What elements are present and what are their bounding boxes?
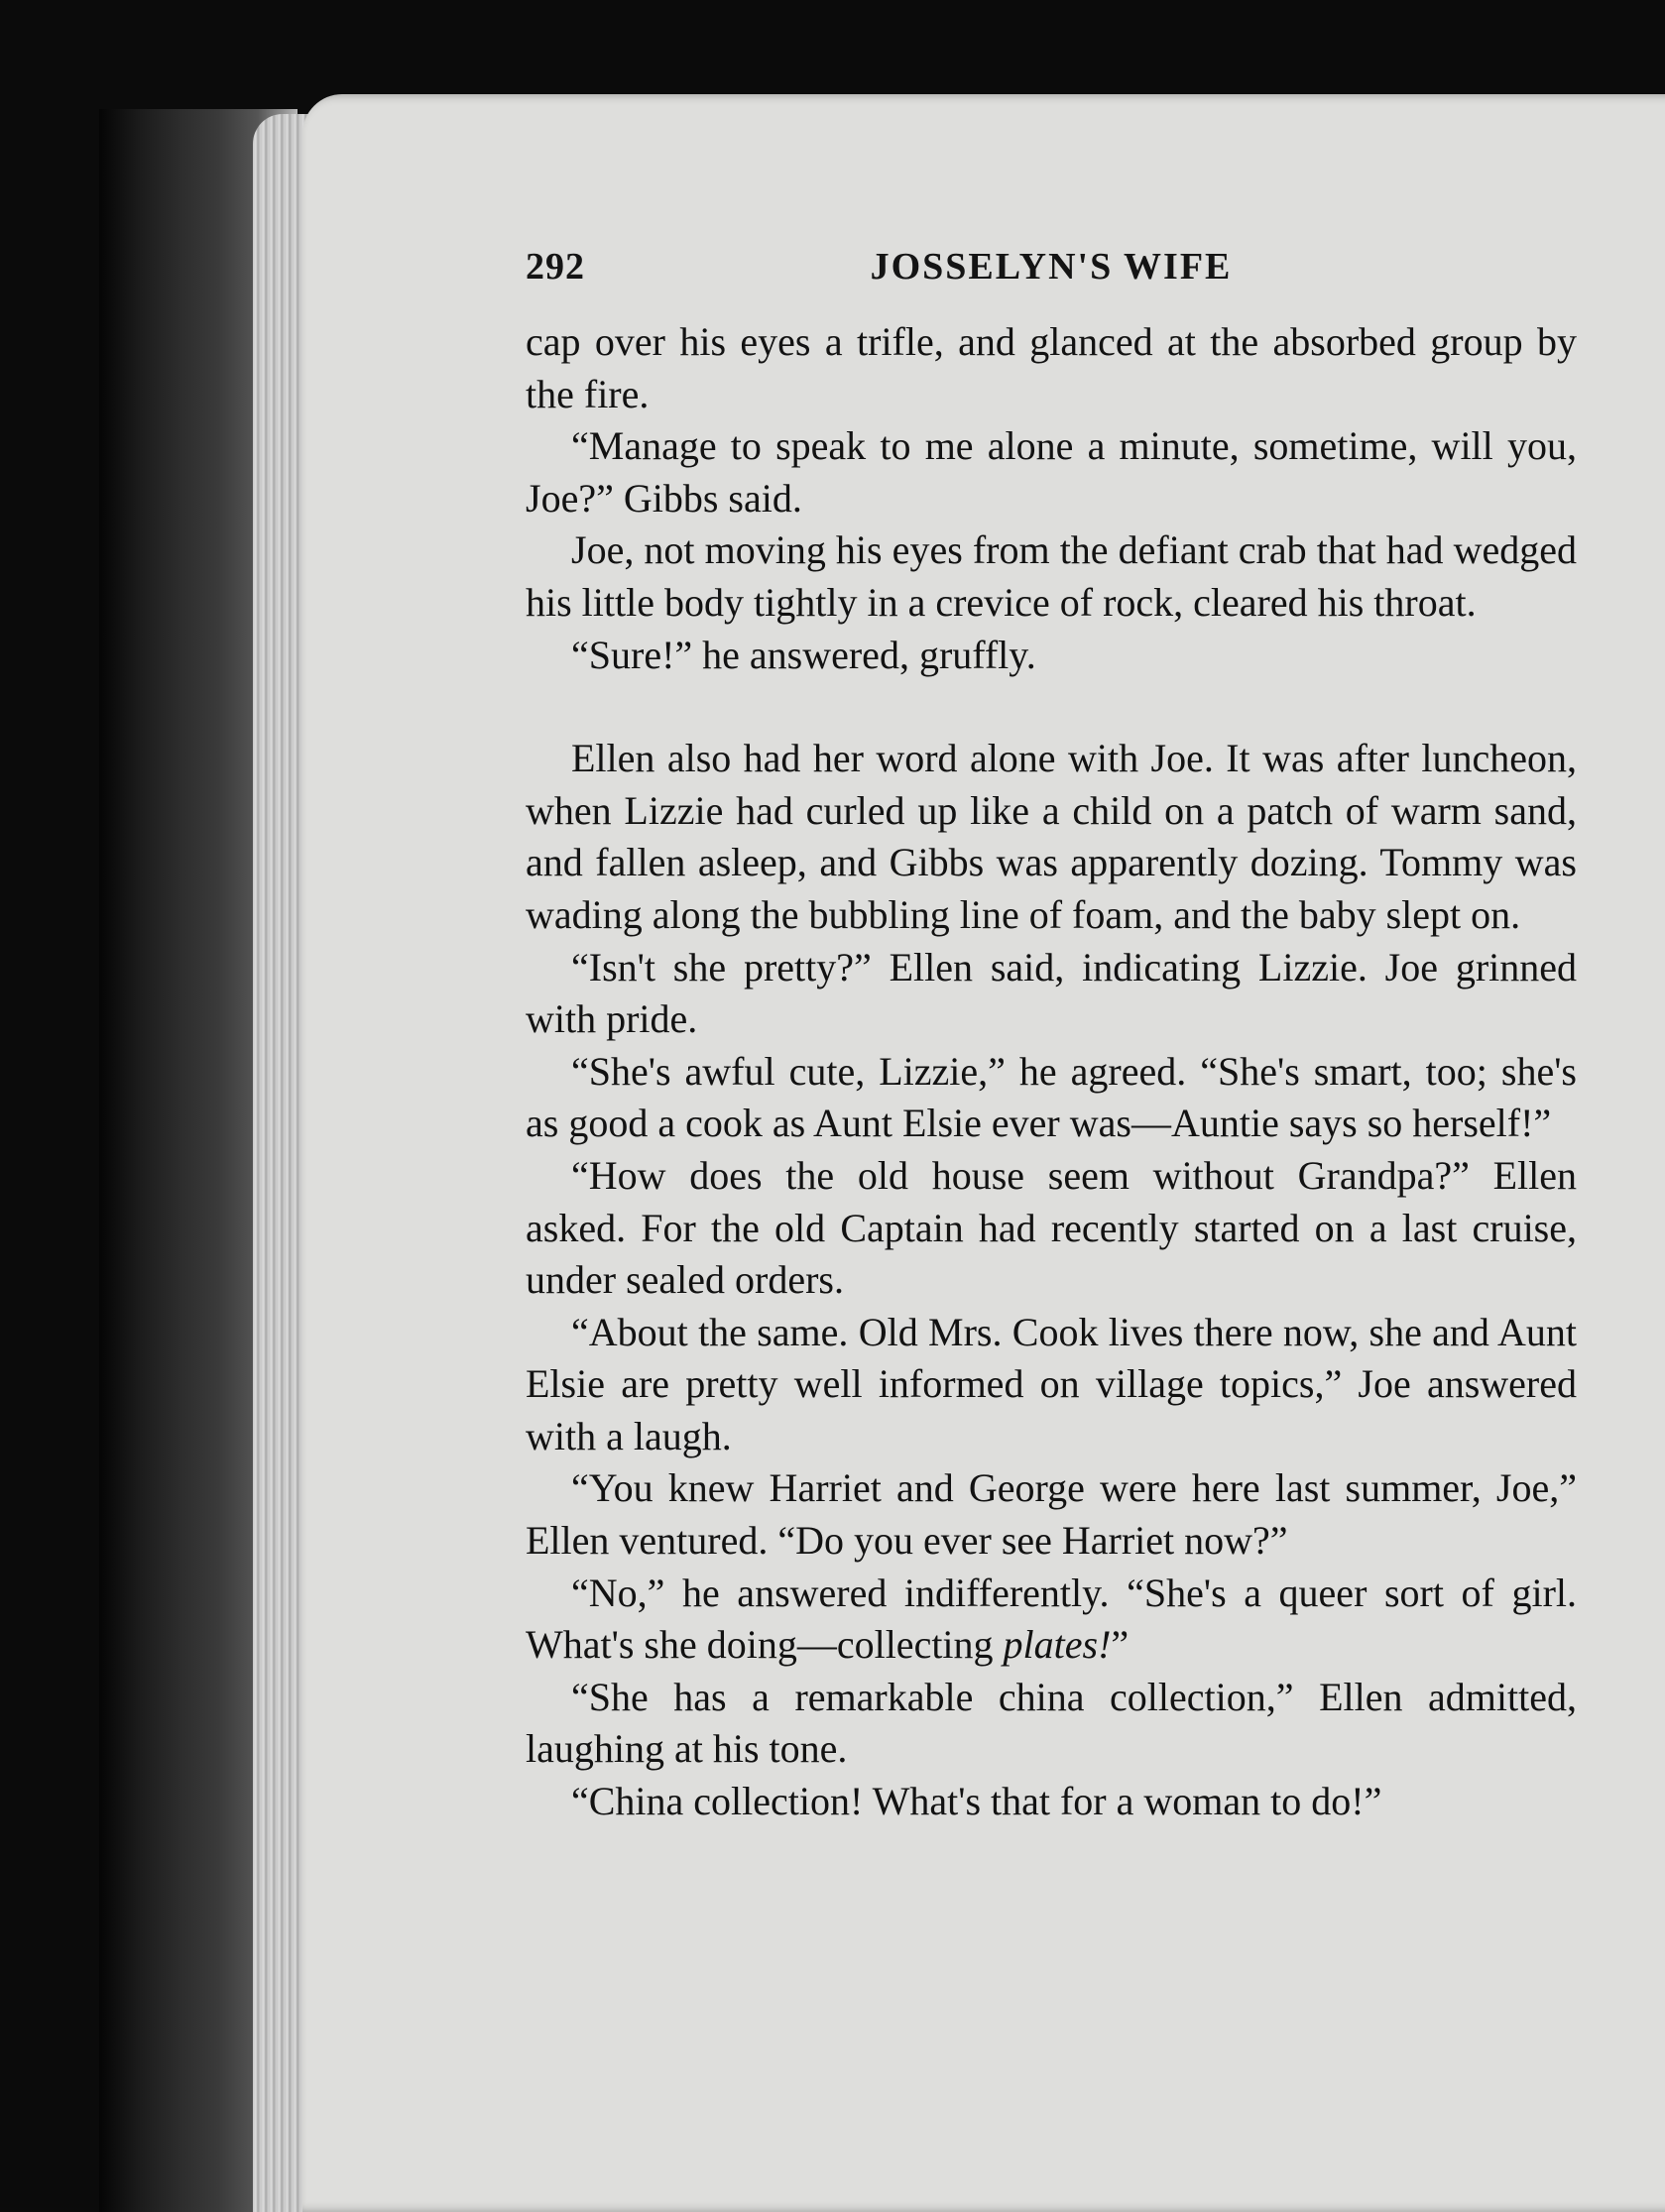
running-head [526, 243, 1577, 312]
paragraph [526, 524, 1577, 629]
paragraph [526, 733, 1577, 941]
paragraph [526, 316, 1577, 420]
paragraph [526, 1462, 1577, 1567]
paragraph [526, 1307, 1577, 1463]
paragraph-text: “Sure!” he answered, gruffly. [571, 632, 1036, 677]
paragraph [526, 630, 1577, 682]
paragraph [526, 1568, 1577, 1672]
closing-quote: ” [1111, 1622, 1130, 1668]
paragraph-text: Joe, not moving his eyes from the defiant crab that had wedged his little body tightly in a crevice of rock, cleared his throat. [526, 527, 1577, 625]
body-text [526, 316, 1577, 1828]
book-page [302, 94, 1665, 2212]
paragraph-text: “No,” he answered indifferently. “She's a queer sort of girl. What's she doing—collecting [526, 1570, 1577, 1668]
paragraph-text: “China collection! What's that for a woman to do!” [571, 1779, 1382, 1824]
paragraph [526, 1150, 1577, 1307]
paragraph [526, 942, 1577, 1046]
paragraph [526, 1776, 1577, 1828]
paragraph-text: cap over his eyes a trifle, and glanced at the absorbed group by the fire. [526, 319, 1577, 416]
page-content [526, 243, 1577, 1828]
paragraph-text: “You knew Harriet and George were here last summer, Joe,” Ellen ventured. “Do you ever see Harriet now?” [526, 1465, 1577, 1564]
paragraph-text: “How does the old house seem without Grandpa?” Ellen asked. For the old Captain had recently started on a last cruise, under sealed orders. [526, 1152, 1577, 1303]
page-number: 292 [526, 246, 585, 288]
paragraph-text: “Manage to speak to me alone a minute, sometime, will you, Joe?” Gibbs said. [526, 423, 1577, 521]
paragraph-text: “Isn't she pretty?” Ellen said, indicating Lizzie. Joe grinned with pride. [526, 944, 1577, 1042]
italic-word: plates! [1003, 1622, 1112, 1668]
paragraph-text: “About the same. Old Mrs. Cook lives there now, she and Aunt Elsie are pretty well informed on village topics,” Joe answered with a laugh. [526, 1309, 1577, 1458]
paragraph [526, 1046, 1577, 1150]
paragraph-text: “She's awful cute, Lizzie,” he agreed. “She's smart, too; she's as good a cook as Aunt Elsie ever was—Auntie says so herself!” [526, 1048, 1577, 1146]
paragraph-text: “She has a remarkable china collection,” Ellen admitted, laughing at his tone. [526, 1674, 1577, 1772]
paragraph-text: Ellen also had her word alone with Joe. It was after luncheon, when Lizzie had curled up like a child on a patch of warm sand, and fallen asleep, and Gibbs was apparently dozing. Tommy was wading along the bubbling line of foam, and the baby slept on. [526, 736, 1577, 937]
running-title: JOSSELYN'S WIFE [870, 246, 1233, 288]
paragraph [526, 1672, 1577, 1776]
paragraph [526, 420, 1577, 524]
